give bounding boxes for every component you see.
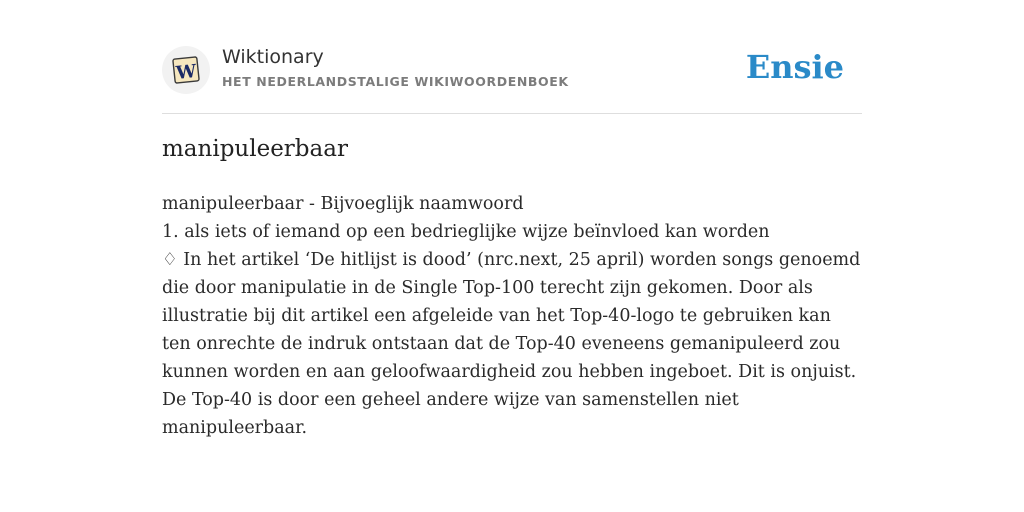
entry-heading-line: manipuleerbaar - Bijvoeglijk naamwoord bbox=[162, 194, 524, 214]
definition-line: 1. als iets of iemand op een bedrieglijke wijze beïnvloed kan worden bbox=[162, 222, 770, 242]
site-tagline: HET NEDERLANDSTALIGE WIKIWOORDENBOEK bbox=[222, 74, 569, 89]
entry-title: manipuleerbaar bbox=[162, 136, 348, 162]
wiktionary-logo-icon[interactable] bbox=[162, 46, 210, 94]
entry-body bbox=[162, 190, 862, 442]
ensie-logo[interactable]: Ensie bbox=[745, 48, 844, 86]
header-divider bbox=[162, 113, 862, 114]
svg-text:W: W bbox=[175, 60, 198, 84]
w-tile-icon bbox=[169, 53, 203, 87]
site-name[interactable]: Wiktionary bbox=[222, 46, 324, 68]
header bbox=[162, 44, 862, 114]
example-paragraph: ♢ In het artikel ‘De hitlijst is dood’ (nrc.next, 25 april) worden songs genoemd die door manipulatie in de Single Top-100 terecht zijn gekomen. Door als illustratie bij dit artikel een afgeleide van het Top-40-logo te gebruiken kan ten onrechte de indruk ontstaan dat de Top-40 eveneens gemanipuleerd zou kunnen worden en aan geloofwaardigheid zou hebben ingeboet. Dit is onjuist. De Top-40 is door een geheel andere wijze van samenstellen niet manipuleerbaar. bbox=[162, 250, 861, 438]
